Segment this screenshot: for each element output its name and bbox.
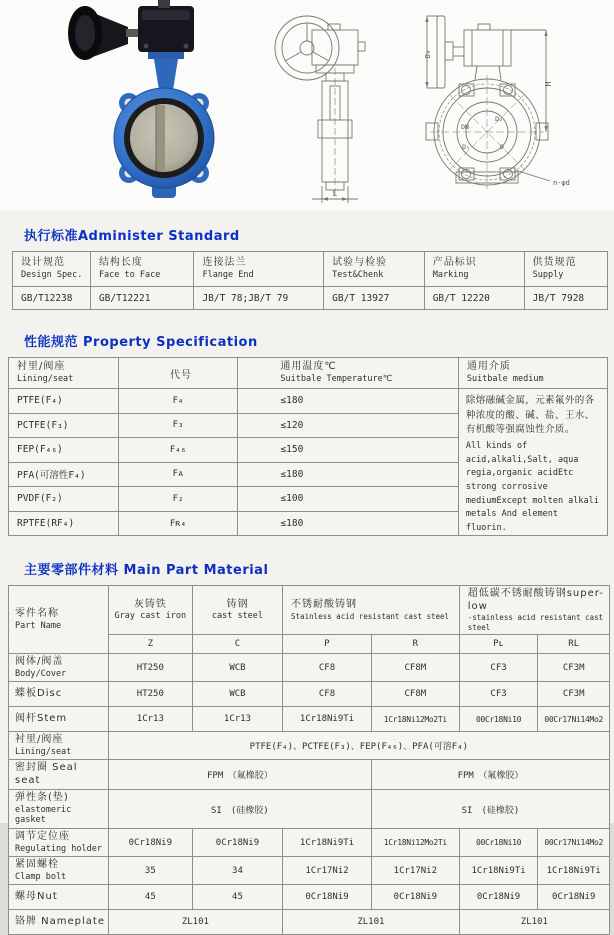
dim-label-d0: D₀ — [424, 49, 432, 59]
row-nameplate — [9, 910, 610, 935]
material-value: 1Cr18Ni9Ti — [459, 857, 538, 885]
col-design-spec — [13, 252, 91, 287]
code-p: P — [283, 635, 372, 654]
material-value: 00Cr17Ni14Mo2 — [538, 707, 610, 732]
materials-group-header-row — [9, 586, 610, 635]
col-lining-seat — [9, 358, 119, 389]
material-value: CF3M — [538, 654, 610, 682]
code-r: R — [371, 635, 459, 654]
value-marking: GB/T 12220 — [424, 287, 524, 310]
lining-code: F₃ — [118, 413, 238, 438]
part-label: 衬里/阀座 Lining/seat — [9, 732, 109, 760]
row-seal-seat — [9, 760, 610, 790]
header-zh: 设计规范 — [21, 257, 65, 269]
material-value: 1Cr18Ni9Ti — [283, 829, 372, 857]
value-flange-end: JB/T 78;JB/T 79 — [194, 287, 324, 310]
value-design-spec: GB/T12238 — [13, 287, 91, 310]
header-zh: 试验与检验 — [332, 257, 388, 269]
materials-table — [8, 585, 610, 935]
standards-table — [12, 251, 608, 310]
label-dn: DN — [461, 123, 469, 131]
material-value: 45 — [192, 885, 282, 910]
row-nut — [9, 885, 610, 910]
label-bolt-holes: n-φd — [553, 179, 570, 187]
header-zh: 连接法兰 — [202, 257, 247, 269]
material-value: 1Cr13 — [192, 707, 282, 732]
lining-name: FEP(F₄₆) — [9, 438, 119, 463]
suitable-medium-cell — [458, 389, 607, 536]
col-marking — [424, 252, 524, 287]
part-label: 阀体/阀盖 Body/Cover — [9, 654, 109, 682]
header-zh: 代号 — [170, 370, 192, 382]
lining-name: PTFE(F₄) — [9, 389, 119, 414]
dim-label-h: H — [544, 81, 553, 87]
header-en: cast steel — [211, 611, 264, 622]
col-code — [118, 358, 238, 389]
row-regulating-holder — [9, 829, 610, 857]
seal-material-right: FPM （氟橡胶） — [371, 760, 609, 790]
label-d: D — [500, 143, 504, 151]
col-supply — [524, 252, 607, 287]
standards-header-row — [13, 252, 608, 287]
part-label: 螺母Nut — [9, 885, 109, 910]
dimension-h — [511, 30, 548, 132]
header-zh: 供货规范 — [532, 257, 577, 269]
part-label: 调节定位座 Regulating holder — [9, 829, 109, 857]
lining-name: PFA(可溶性F₄) — [9, 462, 119, 487]
row-body-cover — [9, 654, 610, 682]
material-value: CF3 — [459, 654, 538, 682]
header-en: Lining/seat — [17, 373, 74, 384]
material-value: HT250 — [108, 682, 192, 707]
code-c: C — [192, 635, 282, 654]
header-en: Gray cast iron — [114, 611, 187, 622]
part-label: 阀杆Stem — [9, 707, 109, 732]
material-value: 0Cr18Ni9 — [108, 829, 192, 857]
section-title-materials: 主要零部件材料 Main Part Material — [24, 563, 269, 579]
header-en: Face to Face — [98, 269, 161, 280]
gasket-material-left: SI (硅橡胶) — [108, 790, 371, 829]
material-value: 0Cr18Ni9 — [538, 885, 610, 910]
handwheel-drawing — [275, 16, 339, 80]
material-value: 00Cr17Ni14Mo2 — [538, 829, 610, 857]
material-value: 35 — [108, 857, 192, 885]
lining-name: RPTFE(RF₄) — [9, 511, 119, 536]
valve-body-drawing — [318, 68, 352, 196]
header-en: Test&Chenk — [332, 269, 384, 280]
col-test-check — [324, 252, 425, 287]
header-zh: 超低碳不锈耐酸铸钢super-low — [467, 588, 604, 612]
material-value: 0Cr18Ni9 — [192, 829, 282, 857]
group-stainless — [283, 586, 460, 635]
property-row-ptfe — [9, 389, 608, 414]
actuator-drawing — [464, 24, 511, 80]
header-en: -stainless acid resistant cast steel — [467, 613, 604, 632]
col-temperature — [238, 358, 458, 389]
medium-text-zh: 除熔融碱金属，元素氟外的各种浓度的酸、碱、盐、王水、有机酸等强腐蚀性介质。 — [465, 395, 595, 436]
part-label: 弹性条(垫) elastomeric gasket — [9, 790, 109, 829]
lining-temp: ≤180 — [238, 462, 458, 487]
gasket-material-right: SI (硅橡胶) — [371, 790, 609, 829]
header-en: Part Name — [15, 620, 62, 631]
valve-front-drawing — [420, 0, 614, 208]
material-value: CF3M — [538, 682, 610, 707]
value-supply: JB/T 7928 — [524, 287, 607, 310]
row-clamp-bolt — [9, 857, 610, 885]
valve-body — [114, 88, 214, 198]
lining-temp: ≤150 — [238, 438, 458, 463]
material-value: 1Cr18Ni12Mo2Ti — [371, 829, 459, 857]
part-label: 蝶板Disc — [9, 682, 109, 707]
material-value: CF8M — [371, 682, 459, 707]
header-zh: 产品标识 — [432, 257, 477, 269]
group-gray-cast-iron — [108, 586, 192, 635]
material-value: 00Cr18Ni10 — [459, 707, 538, 732]
header-en: Suitbale Temperature℃ — [280, 373, 393, 384]
value-test-check: GB/T 13927 — [324, 287, 425, 310]
dim-label-l: L — [332, 189, 338, 198]
material-value: 1Cr13 — [108, 707, 192, 732]
lining-temp: ≤180 — [238, 389, 458, 414]
property-table — [8, 357, 608, 536]
group-cast-steel — [192, 586, 282, 635]
code-pl: Pʟ — [459, 635, 538, 654]
material-value: 0Cr18Ni9 — [283, 885, 372, 910]
header-zh: 不锈耐酸铸钢 — [291, 599, 358, 611]
header-zh: 通用介质 — [466, 361, 511, 373]
header-en: Stainless acid resistant cast steel — [291, 611, 450, 621]
row-elastomeric-gasket — [9, 790, 610, 829]
material-value: CF3 — [459, 682, 538, 707]
code-z: Z — [108, 635, 192, 654]
header-zh: 通用温度℃ — [280, 361, 337, 373]
col-face-to-face — [90, 252, 194, 287]
lining-code: Fʀ₄ — [118, 511, 238, 536]
lining-name: PCTFE(F₃) — [9, 413, 119, 438]
medium-text-en: All kinds of acid,alkali,Salt, aqua regia,organic acidEtc strong corrosive mediumExcept molten alkali metals And element fluorin. — [465, 441, 599, 533]
material-value: 1Cr18Ni12Mo2Ti — [371, 707, 459, 732]
figures-row — [0, 0, 614, 210]
part-label: 密封圈 Seal seat — [9, 760, 109, 790]
group-super-low-stainless — [459, 586, 609, 635]
section-title-standards: 执行标准Administer Standard — [24, 229, 240, 244]
label-d2: D₂ — [495, 115, 503, 123]
material-value: CF8 — [283, 654, 372, 682]
lining-code: F₂ — [118, 487, 238, 512]
lining-temp: ≤180 — [238, 511, 458, 536]
handwheel-side-drawing — [437, 16, 464, 88]
seal-material-left: FPM （氟橡胶） — [108, 760, 371, 790]
material-value: 1Cr18Ni9Ti — [538, 857, 610, 885]
lining-code: F₄ — [118, 389, 238, 414]
row-lining-seat — [9, 732, 610, 760]
material-value: 45 — [108, 885, 192, 910]
lining-code: F₄₆ — [118, 438, 238, 463]
lining-temp: ≤120 — [238, 413, 458, 438]
part-label: 紧固螺栓 Clamp bolt — [9, 857, 109, 885]
row-stem — [9, 707, 610, 732]
lining-name: PVDF(F₂) — [9, 487, 119, 512]
material-value: CF8 — [283, 682, 372, 707]
material-value: 1Cr17Ni2 — [371, 857, 459, 885]
material-value: 1Cr18Ni9Ti — [283, 707, 372, 732]
col-part-name — [9, 586, 109, 654]
part-label: 铬牌 Nameplate — [9, 910, 109, 935]
nameplate-material: ZL101 — [108, 910, 282, 935]
valve-side-drawing — [270, 0, 420, 208]
nameplate-material: ZL101 — [283, 910, 460, 935]
material-value: WCB — [192, 682, 282, 707]
material-value: HT250 — [108, 654, 192, 682]
bolt-leader-line — [515, 170, 550, 181]
value-face-to-face: GB/T12221 — [90, 287, 194, 310]
col-flange-end — [194, 252, 324, 287]
material-value: 34 — [192, 857, 282, 885]
header-en: Supply — [532, 269, 564, 280]
header-en: Design Spec. — [21, 269, 83, 280]
header-zh: 灰铸铁 — [133, 598, 167, 610]
col-medium — [458, 358, 607, 389]
section-title-property: 性能规范 Property Specification — [24, 335, 258, 350]
material-value: 1Cr17Ni2 — [283, 857, 372, 885]
header-zh: 衬里/阀座 — [17, 361, 66, 373]
label-d1: D₁ — [462, 143, 470, 151]
header-en: Suitbale medium — [466, 373, 544, 384]
standards-values-row — [13, 287, 608, 310]
material-value: 0Cr18Ni9 — [371, 885, 459, 910]
header-zh: 零件名称 — [15, 608, 59, 620]
row-disc — [9, 682, 610, 707]
header-en: Flange End — [202, 269, 254, 280]
lining-temp: ≤100 — [238, 487, 458, 512]
header-en: Marking — [432, 269, 469, 280]
property-header-row — [9, 358, 608, 389]
code-rl: RL — [538, 635, 610, 654]
lining-materials-merged: PTFE(F₄)、PCTFE(F₃)、FEP(F₄₆)、PFA(可溶F₄) — [108, 732, 609, 760]
header-zh: 结构长度 — [98, 257, 143, 269]
lining-code: Fᴀ — [118, 462, 238, 487]
disc-stem — [156, 105, 165, 171]
header-zh: 铸钢 — [226, 598, 249, 610]
material-value: WCB — [192, 654, 282, 682]
material-value: CF8M — [371, 654, 459, 682]
gearbox-drawing — [312, 24, 365, 73]
gearbox-actuator — [138, 0, 194, 52]
butterfly-valve-photo — [26, 0, 254, 208]
nameplate-material: ZL101 — [459, 910, 609, 935]
material-value: 00Cr18Ni10 — [459, 829, 538, 857]
material-value: 0Cr18Ni9 — [459, 885, 538, 910]
